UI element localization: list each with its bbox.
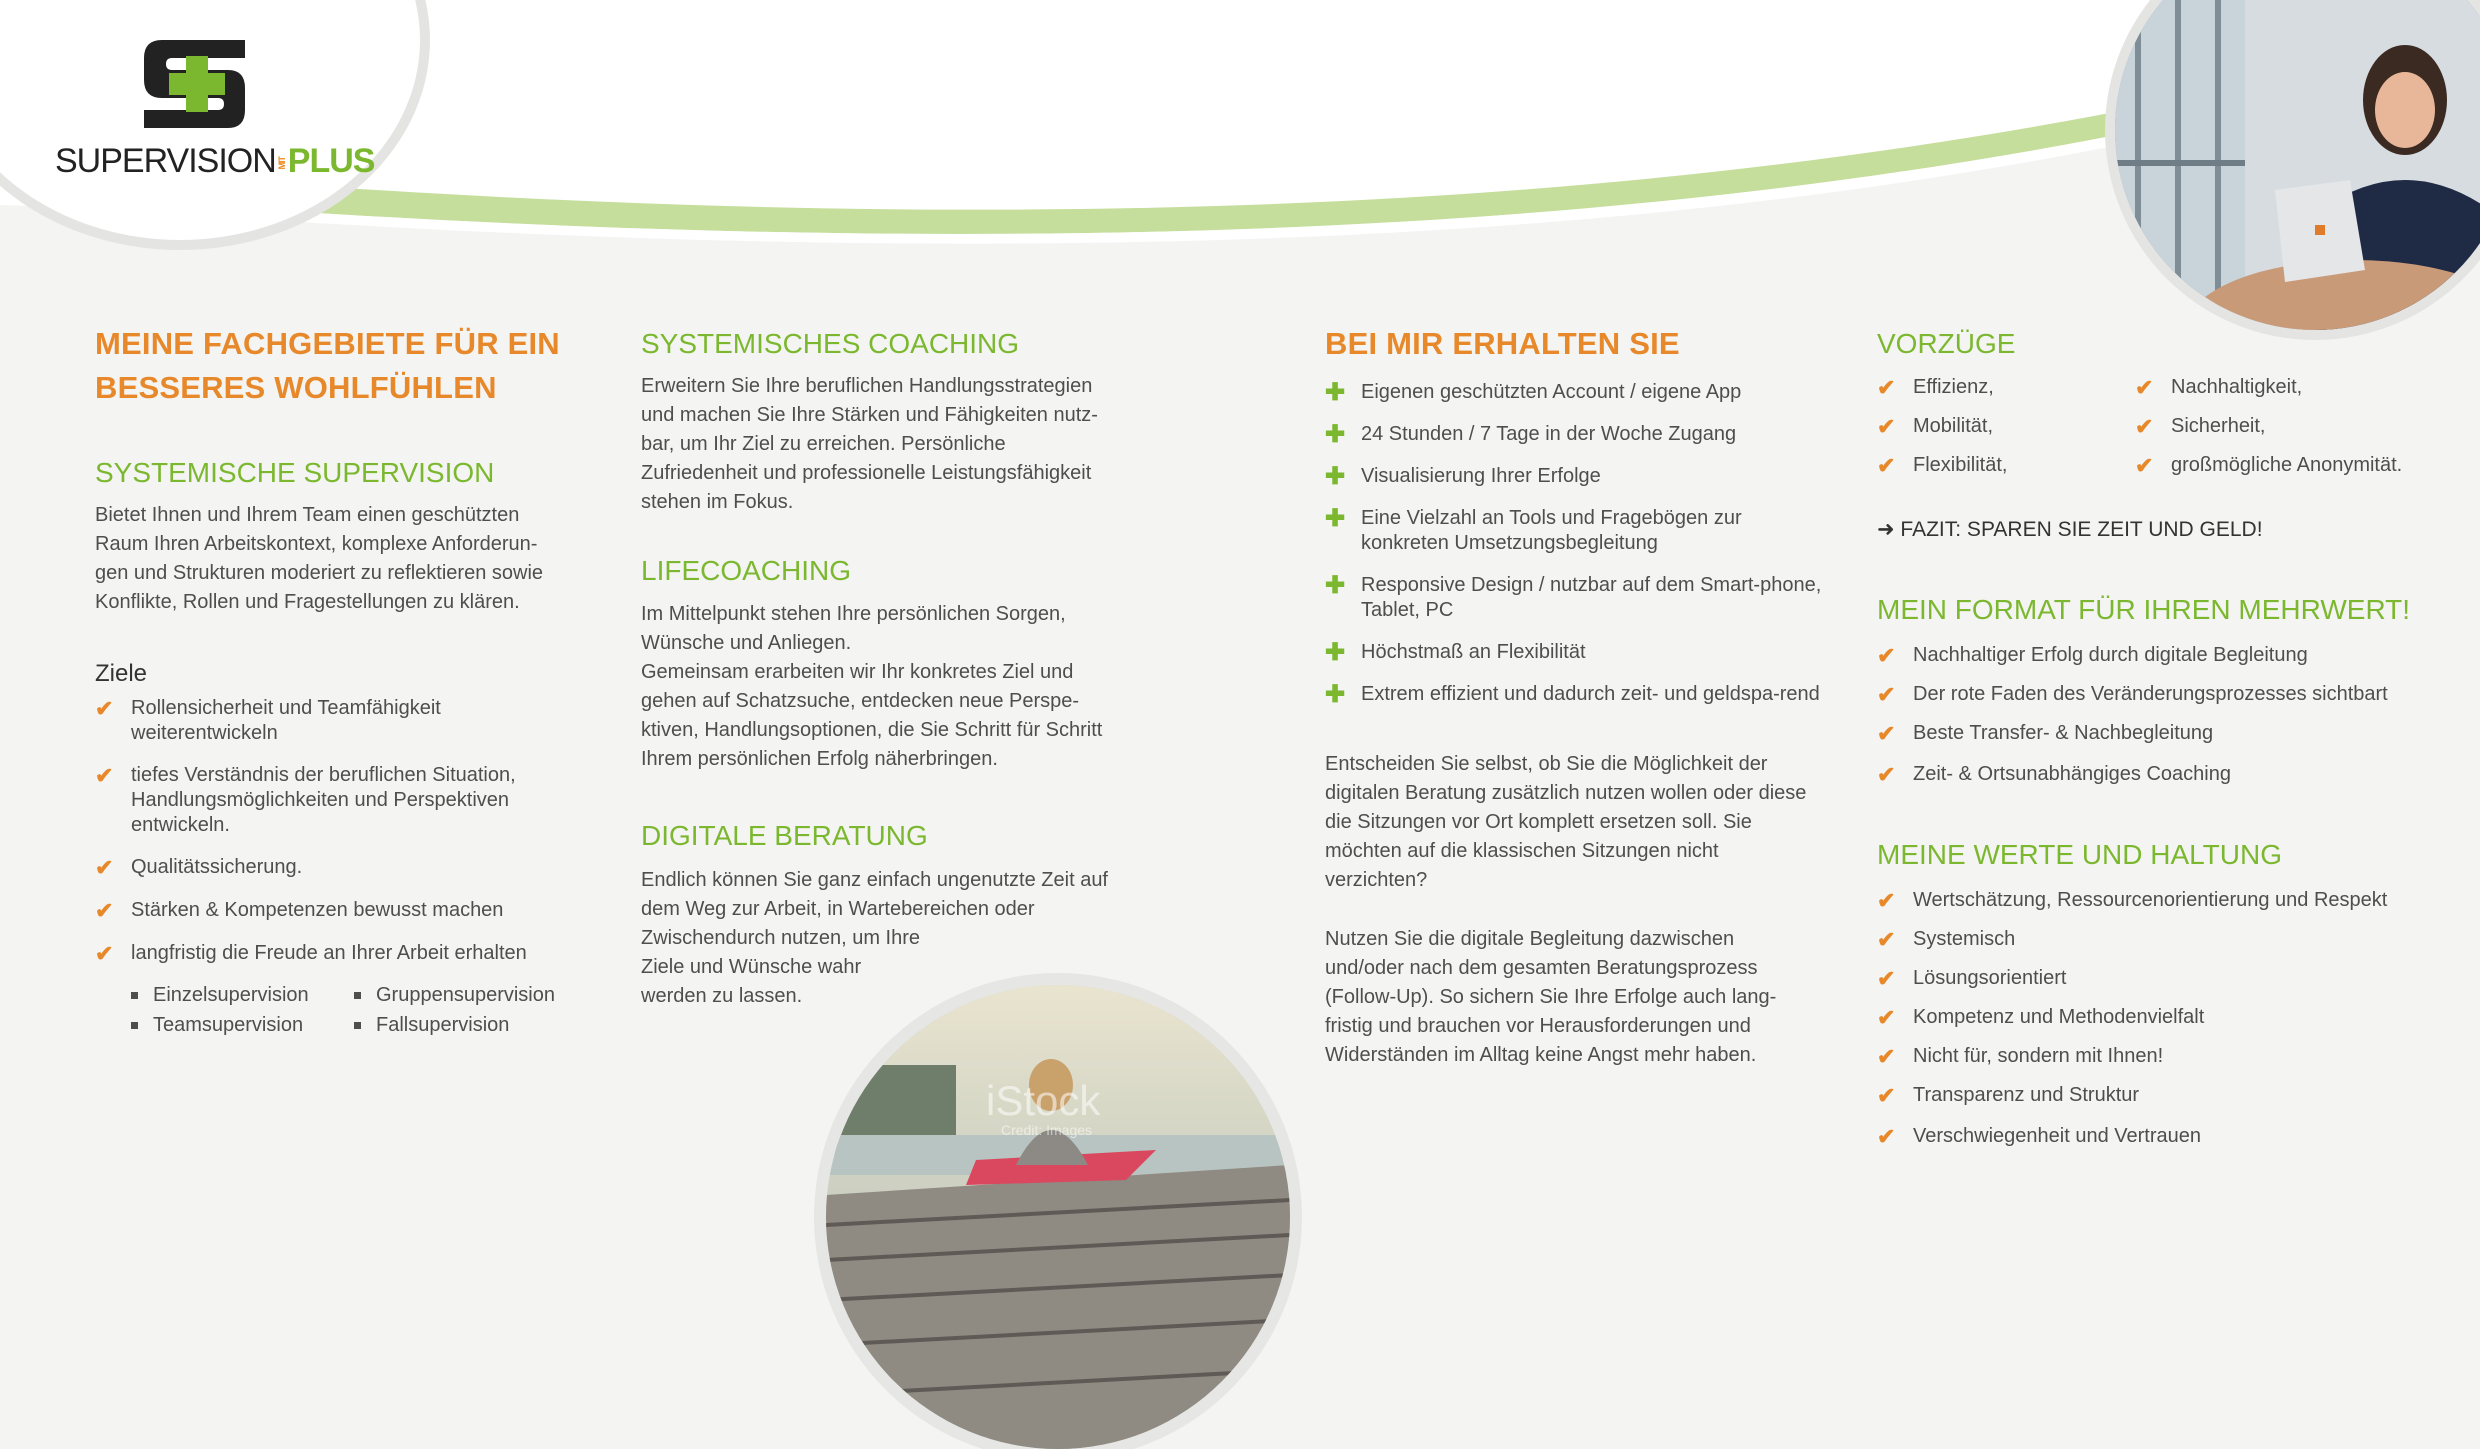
werte-title: MEINE WERTE UND HALTUNG — [1877, 839, 2282, 870]
list-item: ✔ Nicht für, sondern mit Ihnen! — [1877, 1044, 2164, 1069]
coaching-title: SYSTEMISCHES COACHING — [641, 328, 1020, 359]
vorzuege-list-right — [2135, 375, 2455, 478]
list-item: ✔ Verschwiegenheit und Vertrauen — [1877, 1124, 2201, 1149]
format-list — [1877, 643, 2437, 787]
bullet-icon — [354, 1022, 361, 1029]
list-item: ✚ Eine Vielzahl an Tools und Fragebögen zur konkreten Umsetzungsbegleitung — [1325, 505, 1742, 554]
list-item: ✔ Mobilität, — [1877, 414, 1994, 439]
check-icon: ✔ — [1877, 927, 1896, 952]
ziele-title: Ziele — [95, 660, 148, 687]
check-icon: ✔ — [1877, 1083, 1896, 1108]
list-item: ✚ Höchstmaß an Flexibilität — [1325, 639, 1586, 666]
check-icon: ✔ — [1877, 762, 1896, 787]
list-item: Gruppensupervision — [354, 983, 574, 1008]
check-icon: ✔ — [1877, 1124, 1896, 1149]
list-item: ✚ Visualisierung Ihrer Erfolge — [1325, 463, 1601, 490]
logo-wordmark: SUPERVISIONMITPLUS — [55, 142, 375, 180]
check-icon: ✔ — [1877, 1044, 1896, 1069]
list-item: ✔ Nachhaltiger Erfolg durch digitale Begleitung — [1877, 643, 2308, 668]
list-item: ✔ Lösungsorientiert — [1877, 966, 2067, 991]
plus-icon: ✚ — [1325, 681, 1346, 708]
check-icon: ✔ — [2135, 453, 2154, 478]
check-icon: ✔ — [2135, 414, 2154, 439]
werte-list — [1877, 888, 2437, 1149]
digital-text: Endlich können Sie ganz einfach ungenutzte Zeit auf dem Weg zur Arbeit, in Wartebereichen oder Zwischendurch nutzen, um Ihre Ziele und Wünsche wahr werden zu lassen. — [641, 869, 1108, 1007]
lifecoaching-text: Im Mittelpunkt stehen Ihre persönlichen Sorgen, Wünsche und Anliegen. Gemeinsam erarbeiten wir Ihr konkretes Ziel und gehen auf Schatzsuche, entdecken neue Perspe-ktiven, Handlungsoptionen, die Sie Schritt für Schritt Ihrem persönlichen Erfolg näherbringen. — [641, 603, 1103, 770]
nutzen-text: Nutzen Sie die digitale Begleitung dazwischen und/oder nach dem gesamten Beratungsprozess (Follow-Up). So sichern Sie Ihre Erfolge auch lang-fristig und brauchen vor Herausforderungen und Widerständen im Alltag keine Angst mehr haben. — [1325, 928, 1777, 1066]
bullet-icon — [131, 992, 138, 999]
check-icon: ✔ — [95, 696, 114, 721]
list-item: ✚ Responsive Design / nutzbar auf dem Smart-phone, Tablet, PC — [1325, 572, 1822, 621]
plus-icon: ✚ — [1325, 639, 1346, 666]
list-item: ✔ Kompetenz und Methodenvielfalt — [1877, 1005, 2205, 1030]
supervision-types-right — [354, 983, 574, 1038]
vorzuege-list-left — [1877, 375, 2117, 478]
plus-icon: ✚ — [1325, 379, 1346, 406]
watermark-credit: Credit: Images — [1001, 1122, 1093, 1138]
list-item: ✚ 24 Stunden / 7 Tage in der Woche Zugang — [1325, 421, 1737, 448]
check-icon: ✔ — [1877, 414, 1896, 439]
list-item: Teamsupervision — [131, 1013, 331, 1038]
check-icon: ✔ — [1877, 375, 1896, 400]
list-item: ✔ tiefes Verständnis der beruflichen Situation, Handlungsmöglichkeiten und Perspektiven entwickeln. — [95, 763, 516, 836]
lifecoaching-title: LIFECOACHING — [641, 555, 852, 586]
erhalten-list — [1325, 380, 1825, 707]
list-item: ✔ Wertschätzung, Ressourcenorientierung und Respekt — [1877, 888, 2388, 913]
list-item: ✔ Systemisch — [1877, 927, 2016, 952]
list-item: ✔ Der rote Faden des Veränderungsprozesses sichtbart — [1877, 682, 2388, 707]
supervision-text: Bietet Ihnen und Ihrem Team einen geschützten Raum Ihren Arbeitskontext, komplexe Anforderun-gen und Strukturen moderiert zu reflektieren sowie Konflikte, Rollen und Fragestellungen zu klären. — [95, 504, 544, 613]
supervision-title: SYSTEMISCHE SUPERVISION — [95, 457, 495, 488]
digital-title: DIGITALE BERATUNG — [641, 820, 928, 851]
list-item: Einzelsupervision — [131, 983, 331, 1008]
vorzuege-title: VORZÜGE — [1877, 328, 2016, 359]
check-icon: ✔ — [1877, 721, 1896, 746]
list-item: ✔ Beste Transfer- & Nachbegleitung — [1877, 721, 2214, 746]
check-icon: ✔ — [95, 941, 114, 966]
ziele-list — [95, 696, 565, 966]
bullet-icon — [131, 1022, 138, 1029]
check-icon: ✔ — [1877, 682, 1896, 707]
list-item: ✔ Rollensicherheit und Teamfähigkeit weiterentwickeln — [95, 696, 441, 744]
list-item: ✔ Nachhaltigkeit, — [2135, 375, 2303, 400]
list-item: ✚ Extrem effizient und dadurch zeit- und geldspa-rend — [1325, 681, 1820, 708]
check-icon: ✔ — [95, 763, 114, 788]
fazit-text: ➜ FAZIT: SPAREN SIE ZEIT UND GELD! — [1877, 518, 2263, 541]
bullet-icon — [354, 992, 361, 999]
list-item: ✚ Eigenen geschützten Account / eigene App — [1325, 379, 1742, 406]
erhalten-heading: BEI MIR ERHALTEN SIE — [1325, 326, 1680, 361]
list-item: ✔ langfristig die Freude an Ihrer Arbeit erhalten — [95, 941, 527, 966]
plus-icon: ✚ — [1325, 572, 1346, 599]
coaching-text: Erweitern Sie Ihre beruflichen Handlungsstrategien und machen Sie Ihre Stärken und Fähigkeiten nutz-bar, um Ihr Ziel zu erreichen. Persönliche Zufriedenheit und professionelle Leistungsfähigkeit stehen im Fokus. — [641, 375, 1098, 513]
check-icon: ✔ — [1877, 453, 1896, 478]
list-item: ✔ Stärken & Kompetenzen bewusst machen — [95, 898, 504, 923]
plus-icon: ✚ — [1325, 505, 1346, 532]
plus-icon: ✚ — [1325, 421, 1346, 448]
entscheiden-text: Entscheiden Sie selbst, ob Sie die Möglichkeit der digitalen Beratung zusätzlich nutzen wollen oder diese die Sitzungen vor Ort komplett ersetzen soll. Sie möchten auf die klassischen Sitzungen nicht verzichten? — [1325, 753, 1807, 891]
plus-icon: ✚ — [1325, 463, 1346, 490]
check-icon: ✔ — [2135, 375, 2154, 400]
yoga-photo — [826, 985, 1290, 1449]
list-item: ✔ Sicherheit, — [2135, 414, 2266, 439]
check-icon: ✔ — [95, 898, 114, 923]
list-item: ✔ Qualitätssicherung. — [95, 855, 303, 880]
check-icon: ✔ — [1877, 888, 1896, 913]
list-item: ✔ Flexibilität, — [1877, 453, 2008, 478]
list-item: ✔ Effizienz, — [1877, 375, 1994, 400]
logo-icon — [140, 40, 250, 128]
check-icon: ✔ — [1877, 966, 1896, 991]
list-item: Fallsupervision — [354, 1013, 574, 1038]
list-item: ✔ Transparenz und Struktur — [1877, 1083, 2140, 1108]
list-item: ✔ Zeit- & Ortsunabhängiges Coaching — [1877, 762, 2231, 787]
check-icon: ✔ — [1877, 643, 1896, 668]
fachgebiete-heading: MEINE FACHGEBIETE FÜR EIN BESSERES WOHLFÜHLEN — [95, 326, 560, 405]
supervision-types-left — [131, 983, 331, 1038]
check-icon: ✔ — [95, 855, 114, 880]
format-title: MEIN FORMAT FÜR IHREN MEHRWERT! — [1877, 594, 2411, 625]
watermark-text: iStock — [986, 1077, 1101, 1124]
check-icon: ✔ — [1877, 1005, 1896, 1030]
list-item: ✔ großmögliche Anonymität. — [2135, 453, 2403, 478]
